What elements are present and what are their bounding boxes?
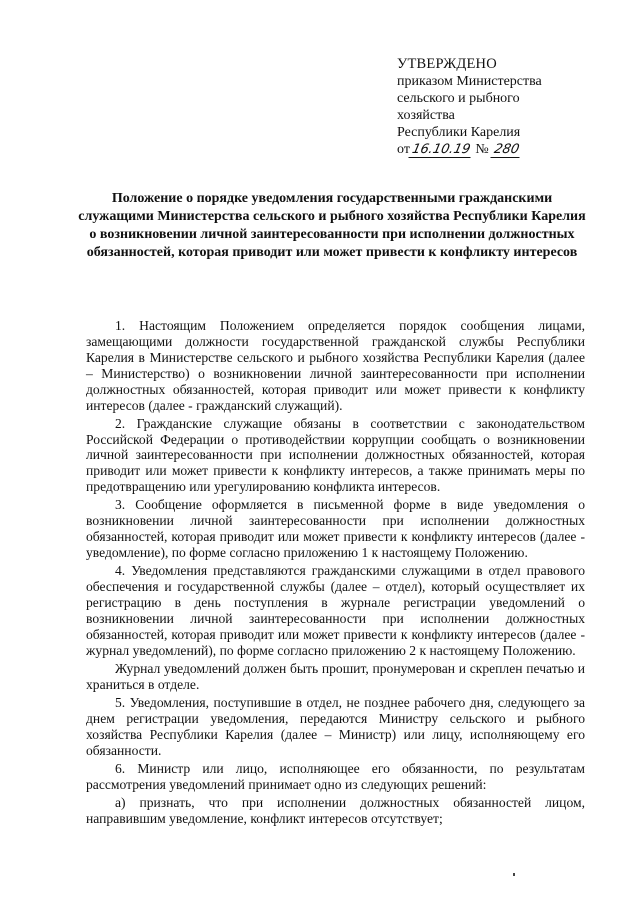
from-label: от: [397, 142, 410, 157]
order-date-number: [397, 141, 597, 158]
document-title: Положение о порядке уведомления государственными гражданскими служащими Министерства сельского и рыбного хозяйства Республики Карелия о возникновении личной заинтересованности при исполнении должностных обязанностей, которая приводит или может привести к конфликту интересов: [78, 191, 586, 260]
paragraph-6a: а) признать, что при исполнении должностных обязанностей лицом, направившим уведомление, конфликт интересов отсутствует;: [86, 794, 585, 826]
paragraph-4: 4. Уведомления представляются гражданскими служащими в отдел правового обеспечения и государственной службы (далее – отдел), который осуществляет их регистрацию в день поступления в журнале регистрации уведомлений о возникновении личной заинтересованности при исполнении должностных обязанностей, которая приводит или может привести к конфликту интересов (далее - журнал уведомлений), по форме согласно приложению 2 к настоящему Положению.: [86, 563, 585, 658]
paragraph-2: 2. Гражданские служащие обязаны в соответствии с законодательством Российской Федерации о противодействии коррупции сообщать о возникновении личной заинтересованности при исполнении должностных обязанностей, которая приводит или может привести к конфликту интересов, а также принимать меры по предотвращению или урегулированию конфликта интересов.: [86, 415, 585, 495]
approval-heading: УТВЕРЖДЕНО: [397, 56, 497, 72]
handwritten-date: 16.10.19: [408, 143, 473, 158]
paragraph-6: 6. Министр или лицо, исполняющее его обязанности, по результатам рассмотрения уведомлений принимает одно из следующих решений:: [86, 760, 585, 792]
approval-block: [397, 56, 597, 158]
paragraph-5: 5. Уведомления, поступившие в отдел, не позднее рабочего дня, следующего за днем регистрации уведомления, передаются Министру сельского и рыбного хозяйства Республики Карелия (далее – Министр) или лицу, исполняющему его обязанности.: [86, 694, 585, 758]
scan-speck: [513, 873, 515, 876]
paragraph-1: 1. Настоящим Положением определяется порядок сообщения лицами, замещающими должности государственной гражданской службы Республики Карелия в Министерстве сельского и рыбного хозяйства Республики Карелия (далее – Министерство) о возникновении личной заинтересованности при исполнении должностных обязанностей, которая приводит или может привести к конфликту интересов (далее - гражданский служащий).: [86, 318, 585, 413]
approval-line: сельского и рыбного: [397, 91, 520, 106]
paragraph-3: 3. Сообщение оформляется в письменной форме в виде уведомления о возникновении личной заинтересованности при исполнении должностных обязанностей, которая приводит или может привести к конфликту интересов (далее - уведомление), по форме согласно приложению 1 к настоящему Положению.: [86, 497, 585, 561]
approval-line: приказом Министерства: [397, 74, 542, 89]
paragraph-journal: Журнал уведомлений должен быть прошит, пронумерован и скреплен печатью и храниться в отделе.: [86, 660, 585, 692]
number-label: №: [475, 142, 489, 157]
approval-line: хозяйства: [397, 108, 455, 123]
document-body: [86, 318, 585, 829]
approval-line: Республики Карелия: [397, 125, 521, 140]
handwritten-number: 280: [491, 143, 523, 158]
